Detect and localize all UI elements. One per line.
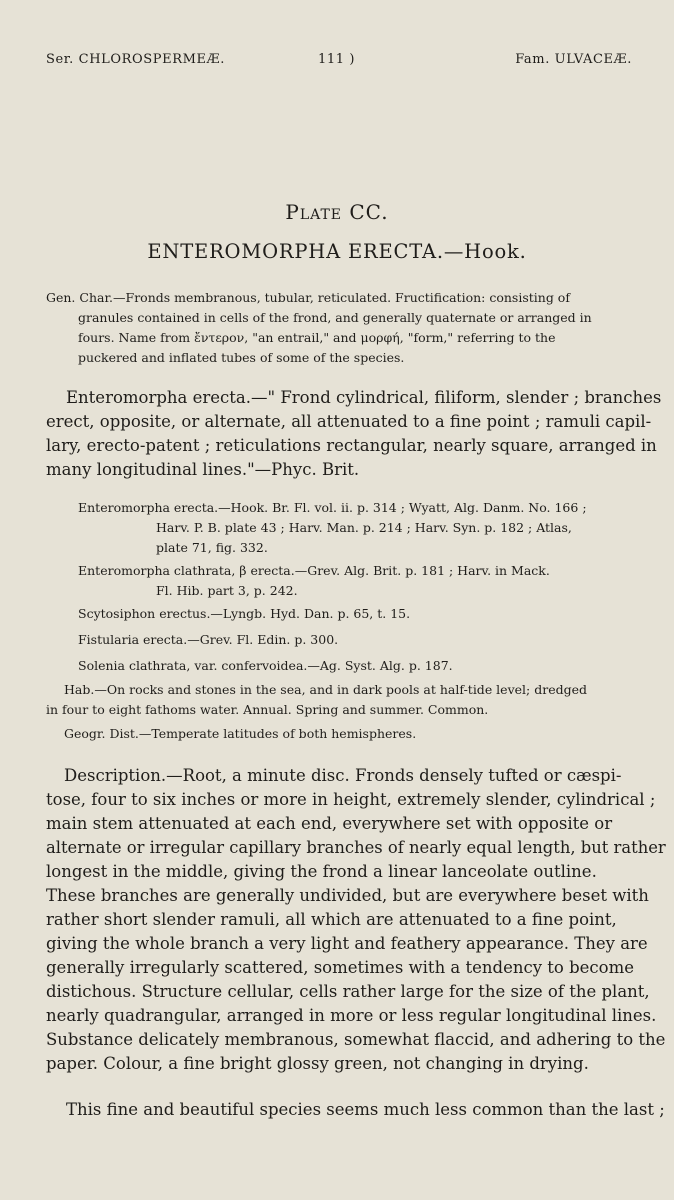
definition-line: erect, opposite, or alternate, all attenuated to a fine point ; ramuli capil- [46,412,652,431]
description-line: nearly quadrangular, arranged in more or less regular longitudinal lines. [46,1006,657,1025]
gen-char-line: granules contained in cells of the frond, and generally quaternate or arranged in [78,310,592,325]
synonym-line: plate 71, fig. 332. [156,540,268,555]
description-line: giving the whole branch a very light and feathery appearance. They are [46,934,648,953]
gen-char-line: Gen. Char.—Fronds membranous, tubular, reticulated. Fructification: consisting of [46,290,570,305]
habitat-line: in four to eight fathoms water. Annual. Spring and summer. Common. [46,702,489,717]
synonym-line: Scytosiphon erectus.—Lyngb. Hyd. Dan. p. 65, t. 15. [78,606,411,621]
definition-line: lary, erecto-patent ; reticulations rectangular, nearly square, arranged in [46,436,657,455]
running-head-right: Fam. ULVACEÆ. [515,52,632,67]
description-line: These branches are generally undivided, but are everywhere beset with [46,886,649,905]
synonym-line: Harv. P. B. plate 43 ; Harv. Man. p. 214 ; Harv. Syn. p. 182 ; Atlas, [156,520,572,535]
description-line: paper. Colour, a fine bright glossy green, not changing in drying. [46,1054,589,1073]
description-line: alternate or irregular capillary branches of nearly equal length, but rather [46,838,666,857]
geographic-distribution: Geogr. Dist.—Temperate latitudes of both hemispheres. [64,726,417,741]
description-line: rather short slender ramuli, all which are attenuated to a fine point, [46,910,617,929]
closing-line: This fine and beautiful species seems much less common than the last ; [66,1100,665,1119]
definition-line: many longitudinal lines."—Phyc. Brit. [46,460,360,479]
synonym-line: Enteromorpha clathrata, β erecta.—Grev. Alg. Brit. p. 181 ; Harv. in Mack. [78,563,550,578]
description-line: Description.—Root, a minute disc. Fronds densely tufted or cæspi- [64,766,622,785]
synonym-line: Fl. Hib. part 3, p. 242. [156,583,298,598]
page-number: 111 ) [318,52,356,67]
species-title: ENTEROMORPHA ERECTA.—Hook. [147,240,527,263]
running-head-left: Ser. CHLOROSPERMEÆ. [46,52,225,67]
description-line: longest in the middle, giving the frond a linear lanceolate outline. [46,862,597,881]
synonym-line: Solenia clathrata, var. confervoidea.—Ag. Syst. Alg. p. 187. [78,658,453,673]
gen-char-line: fours. Name from ἔντερον, "an entrail," and μορφή, "form," referring to the [78,330,556,345]
gen-char-line: puckered and inflated tubes of some of the species. [78,350,405,365]
description-line: tose, four to six inches or more in height, extremely slender, cylindrical ; [46,790,656,809]
plate-title: Plate CC. [285,200,389,224]
habitat-line: Hab.—On rocks and stones in the sea, and in dark pools at half-tide level; dredged [64,682,587,697]
description-line: generally irregularly scattered, sometimes with a tendency to become [46,958,635,977]
synonym-line: Enteromorpha erecta.—Hook. Br. Fl. vol. ii. p. 314 ; Wyatt, Alg. Danm. No. 166 ; [78,500,587,515]
definition-line: Enteromorpha erecta.—" Frond cylindrical, filiform, slender ; branches [66,388,662,407]
synonym-line: Fistularia erecta.—Grev. Fl. Edin. p. 300. [78,632,339,647]
description-line: main stem attenuated at each end, everywhere set with opposite or [46,814,613,833]
description-line: Substance delicately membranous, somewhat flaccid, and adhering to the [46,1030,666,1049]
description-line: distichous. Structure cellular, cells rather large for the size of the plant, [46,982,650,1001]
